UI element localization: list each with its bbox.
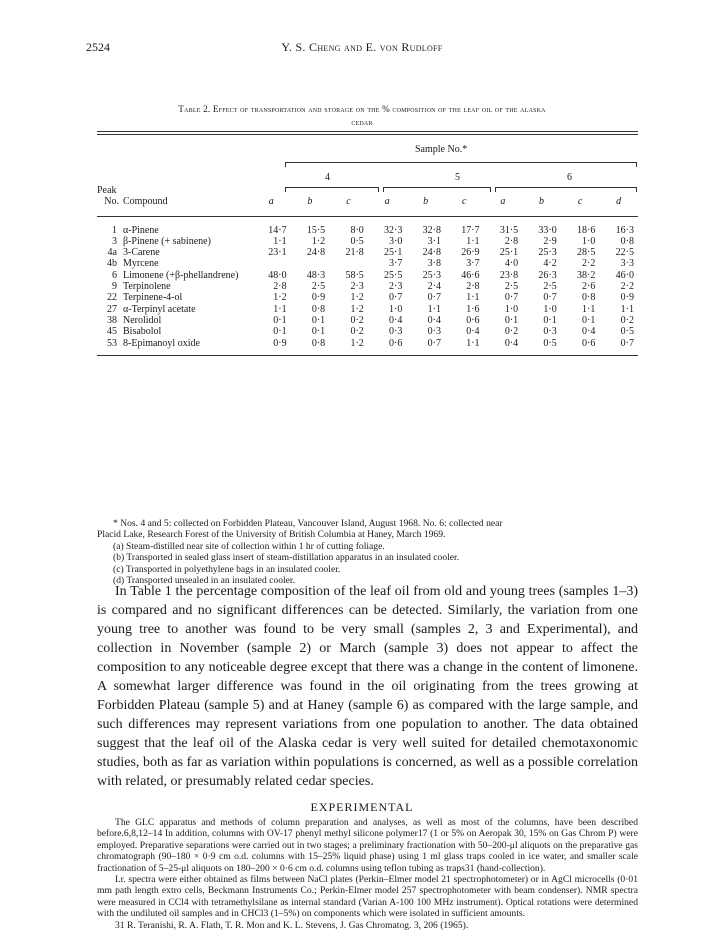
value-cell: 1·1 bbox=[620, 303, 634, 315]
value-cell: 0·2 bbox=[620, 314, 634, 326]
value-cell: 25·3 bbox=[422, 269, 441, 281]
table-footnotes bbox=[97, 518, 638, 586]
value-cell: 2·8 bbox=[273, 281, 287, 293]
value-cell: 0·8 bbox=[582, 292, 596, 304]
value-cell: 38·2 bbox=[577, 269, 596, 281]
table-row bbox=[97, 304, 638, 315]
compound-name: Nerolidol bbox=[123, 314, 162, 326]
value-cell: 0·1 bbox=[311, 314, 326, 326]
value-cell: 18·6 bbox=[577, 224, 596, 236]
col-header-compound: Compound bbox=[123, 196, 168, 208]
value-cell: 0·4 bbox=[389, 314, 403, 326]
col-header-sub: c bbox=[577, 196, 583, 208]
value-cell: 0·3 bbox=[427, 326, 441, 338]
value-cell: 3·0 bbox=[389, 235, 403, 247]
value-cell bbox=[291, 258, 330, 269]
value-cell: 0·6 bbox=[466, 314, 480, 326]
value-cell: 1·2 bbox=[311, 235, 326, 247]
value-cell: 2·5 bbox=[504, 281, 519, 293]
value-cell: 2·3 bbox=[350, 281, 364, 293]
value-cell: 0·7 bbox=[427, 337, 441, 349]
table-row bbox=[97, 326, 638, 337]
value-cell: 0·8 bbox=[311, 303, 326, 315]
value-cell bbox=[329, 258, 368, 269]
value-cell: 3·1 bbox=[427, 235, 441, 247]
value-cell: 46·0 bbox=[615, 269, 634, 281]
value-cell: 0·4 bbox=[504, 337, 519, 349]
value-cell: 0·5 bbox=[620, 326, 634, 338]
value-cell: 22·5 bbox=[615, 247, 634, 259]
value-cell: 0·8 bbox=[311, 337, 326, 349]
value-cell: 0·2 bbox=[350, 326, 364, 338]
value-cell: 14·7 bbox=[268, 224, 287, 236]
table-caption-line: cedar bbox=[351, 117, 373, 127]
experimental-section bbox=[97, 817, 638, 931]
sample-no-label: Sample No.* bbox=[415, 144, 468, 155]
value-cell: 0·1 bbox=[504, 314, 519, 326]
section-heading: EXPERIMENTAL bbox=[310, 800, 414, 814]
value-cell: 4·2 bbox=[543, 258, 557, 270]
value-cell: 1·1 bbox=[466, 235, 480, 247]
compound-name: 3-Carene bbox=[123, 247, 160, 259]
table-caption bbox=[86, 103, 638, 129]
value-cell bbox=[252, 258, 291, 269]
table-row bbox=[97, 236, 638, 247]
sample-number: 5 bbox=[455, 172, 460, 183]
running-header bbox=[86, 40, 638, 60]
value-cell: 0·6 bbox=[582, 337, 596, 349]
col-header-sub: c bbox=[462, 196, 467, 208]
col-header-sub: b bbox=[423, 196, 429, 208]
value-cell: 1·1 bbox=[582, 303, 596, 315]
value-cell: 0·4 bbox=[582, 326, 596, 338]
value-cell: 58·5 bbox=[345, 269, 364, 281]
value-cell: 2·5 bbox=[311, 281, 326, 293]
value-cell: 31·5 bbox=[499, 224, 519, 236]
table-row bbox=[97, 315, 638, 326]
table-row bbox=[97, 225, 638, 236]
value-cell: 25·1 bbox=[499, 247, 519, 259]
footnote-d: (d) Transported unsealed in an insulated cooler. bbox=[113, 575, 295, 587]
value-cell: 0·9 bbox=[273, 337, 287, 349]
sample-number: 6 bbox=[567, 172, 572, 183]
value-cell: 1·2 bbox=[350, 337, 364, 349]
value-cell: 0·2 bbox=[504, 326, 519, 338]
value-cell: 1·0 bbox=[389, 303, 403, 315]
value-cell: 26·3 bbox=[538, 269, 557, 281]
footnote-samples: * Nos. 4 and 5: collected on Forbidden Plateau, Vancouver Island, August 1968. No. 6: collected near bbox=[113, 518, 503, 529]
value-cell: 0·2 bbox=[350, 314, 364, 326]
value-cell: 33·0 bbox=[538, 224, 557, 236]
value-cell: 2·2 bbox=[582, 258, 596, 270]
table-body bbox=[97, 225, 638, 349]
footnote-a: (a) Steam-distilled near site of collection within 1 hr of cutting foliage. bbox=[113, 540, 385, 552]
peak-number: 9 bbox=[112, 281, 117, 293]
value-cell: 0·6 bbox=[389, 337, 403, 349]
composition-table bbox=[97, 137, 638, 356]
value-cell: 0·1 bbox=[273, 326, 287, 338]
value-cell: 2·8 bbox=[504, 235, 519, 247]
compound-name: Bisabolol bbox=[123, 326, 162, 338]
peak-number: 38 bbox=[107, 314, 117, 326]
value-cell: 3·7 bbox=[389, 258, 403, 270]
value-cell: 0·1 bbox=[543, 314, 557, 326]
value-cell: 0·1 bbox=[582, 314, 596, 326]
value-cell: 0·7 bbox=[543, 292, 557, 304]
peak-number: 3 bbox=[112, 235, 117, 247]
value-cell: 21·8 bbox=[345, 247, 364, 259]
col-header-peak: Peak bbox=[97, 185, 117, 196]
col-header-sub: b bbox=[307, 196, 313, 208]
value-cell: 2·5 bbox=[543, 281, 557, 293]
value-cell: 17·7 bbox=[461, 224, 480, 236]
sample-number: 4 bbox=[325, 172, 330, 183]
value-cell: 1·1 bbox=[427, 303, 441, 315]
value-cell: 16·3 bbox=[615, 224, 634, 236]
page-number: 2524 bbox=[86, 40, 110, 54]
value-cell: 32·8 bbox=[422, 224, 441, 236]
header-row-peak bbox=[97, 185, 638, 196]
value-cell: 1·1 bbox=[466, 292, 480, 304]
peak-number: 22 bbox=[107, 292, 117, 304]
table-top-rule bbox=[97, 131, 638, 132]
table-row bbox=[97, 270, 638, 281]
col-header-no: No. bbox=[104, 196, 119, 208]
compound-name: Terpinene-4-ol bbox=[123, 292, 183, 304]
value-cell: 1·2 bbox=[350, 292, 364, 304]
value-cell: 1·0 bbox=[543, 303, 557, 315]
value-cell: 0·4 bbox=[466, 326, 480, 338]
value-cell: 0·7 bbox=[427, 292, 441, 304]
compound-name: α-Terpinyl acetate bbox=[123, 303, 196, 315]
peak-number: 4b bbox=[107, 258, 117, 270]
value-cell: 1·1 bbox=[273, 235, 287, 247]
value-cell: 1·2 bbox=[350, 303, 364, 315]
footnote-c: (c) Transported in polyethylene bags in an insulated cooler. bbox=[113, 563, 341, 575]
value-cell: 26·9 bbox=[461, 247, 480, 259]
value-cell: 0·3 bbox=[389, 326, 403, 338]
value-cell: 3·8 bbox=[427, 258, 441, 270]
value-cell: 25·5 bbox=[384, 269, 403, 281]
table-row bbox=[97, 338, 638, 349]
value-cell: 0·9 bbox=[620, 292, 634, 304]
value-cell: 2·6 bbox=[582, 281, 596, 293]
table-caption-line: Table 2. Effect of transportation and storage on the % composition of the leaf oil of the alaska bbox=[178, 104, 546, 114]
value-cell: 24·8 bbox=[422, 247, 441, 259]
value-cell: 1·0 bbox=[582, 235, 596, 247]
value-cell: 0·9 bbox=[311, 292, 326, 304]
value-cell: 8·0 bbox=[350, 224, 364, 236]
body-paragraph: In Table 1 the percentage composition of the leaf oil from old and young trees (samples 1–3) is compared and no significant differences can be detected. Similarly, the variation from one young tree to another was found to be very small (samples 2, 3 and Experimental), and collection in November (sample 2) or March (sample 3) does not appear to affect the composition to any noticeable degree except that there was a change in the content of limonene. A somewhat larger difference was found in the oil originating from the trees growing at Forbidden Plateau (sample 5) and at Haney (sample 6) as compared with the large sample, and such differences may represent variations from one population to another. The data obtained suggest that the leaf oil of the Alaska cedar is very well suited for detailed chemotaxonomic studies, both as far as variation within populations is concerned, as well as a possible correlation with related, or presumably related cedar species. bbox=[97, 584, 638, 789]
value-cell: 1·2 bbox=[273, 292, 287, 304]
running-authors: Y. S. Cheng and E. von Rudloff bbox=[281, 40, 443, 54]
value-cell: 0·3 bbox=[543, 326, 557, 338]
col-header-sub: d bbox=[616, 196, 622, 208]
value-cell: 23·1 bbox=[268, 247, 287, 259]
value-cell: 0·5 bbox=[543, 337, 557, 349]
table-row bbox=[97, 258, 638, 269]
value-cell: 23·8 bbox=[499, 269, 519, 281]
value-cell: 0·1 bbox=[311, 326, 326, 338]
footnote-samples-cont: Placid Lake, Research Forest of the University of British Columbia at Haney, March 1969. bbox=[97, 529, 446, 541]
value-cell: 25·3 bbox=[538, 247, 557, 259]
value-cell: 0·7 bbox=[389, 292, 403, 304]
compound-name: Terpinolene bbox=[123, 281, 171, 293]
value-cell: 24·8 bbox=[306, 247, 326, 259]
value-cell: 1·0 bbox=[504, 303, 519, 315]
value-cell: 1·1 bbox=[466, 337, 480, 349]
peak-number: 53 bbox=[107, 337, 117, 349]
compound-name: β-Pinene (+ sabinene) bbox=[123, 235, 211, 247]
value-cell: 2·3 bbox=[389, 281, 403, 293]
value-cell: 0·1 bbox=[273, 314, 287, 326]
value-cell: 2·4 bbox=[427, 281, 441, 293]
value-cell: 0·8 bbox=[620, 235, 634, 247]
footnote-b: (b) Transported in sealed glass insert of steam-distillation apparatus in an insulated cooler. bbox=[113, 552, 460, 564]
peak-number: 45 bbox=[107, 326, 117, 338]
table-row bbox=[97, 247, 638, 258]
col-header-sub: a bbox=[268, 196, 274, 208]
compound-name: α-Pinene bbox=[123, 224, 159, 236]
value-cell: 2·8 bbox=[466, 281, 480, 293]
value-cell: 1·1 bbox=[273, 303, 287, 315]
col-header-sub: a bbox=[384, 196, 390, 208]
value-cell: 2·9 bbox=[543, 235, 557, 247]
peak-number: 6 bbox=[112, 269, 117, 281]
peak-number: 4a bbox=[107, 247, 117, 259]
value-cell: 28·5 bbox=[577, 247, 596, 259]
value-cell: 0·7 bbox=[620, 337, 634, 349]
peak-number: 27 bbox=[107, 303, 117, 315]
experimental-paragraph: The GLC apparatus and methods of column preparation and analyses, as well as most of the columns, have been described before.6,8,12–14 In addition, columns with OV-17 phenyl methyl silicone polymer17 (1 or 5% on Aeropak 30, 15% on Gas Chrom P) were employed. Preparative separations were carried out in two stages; a preliminary fractionation with 50–200-μl aliquots on the preparative gas chromatograph (90–180 × 0·9 cm o.d. columns with 15–25% liquid phase) using 1 ml glass traps cooled in ice water, and smaller scale fractionation of 5–25-μl aliquots on 180–200 × 0·6 cm o.d. columns using teflon tubing as traps31 (hand-collection). bbox=[97, 817, 638, 874]
reference-footnote: 31 R. Teranishi, R. A. Flath, T. R. Mon and K. L. Stevens, J. Gas Chromatog. 3, 206 (1965). bbox=[115, 919, 469, 931]
header-row-columns bbox=[97, 196, 638, 207]
col-header-sub: b bbox=[538, 196, 544, 208]
value-cell: 25·1 bbox=[384, 247, 403, 259]
value-cell: 48·3 bbox=[306, 269, 326, 281]
value-cell: 48·0 bbox=[268, 269, 287, 281]
value-cell: 46·6 bbox=[461, 269, 480, 281]
compound-name: Myrcene bbox=[123, 258, 159, 270]
table-top-rule-2 bbox=[97, 134, 638, 135]
value-cell: 2·2 bbox=[620, 281, 634, 293]
value-cell: 15·5 bbox=[306, 224, 326, 236]
table-row bbox=[97, 292, 638, 303]
experimental-paragraph: I.r. spectra were either obtained as films between NaCl plates (Perkin–Elmer model 21 spectrophotometer) or in AgCl microcells (0·01 mm path length extro cells, Beckmann Instruments Co.; Perkin-Elmer model 257 spectrophotometer with beam condenser). NMR spectra were measured in CCl4 with tetramethylsilane as internal standard (Varian A-100 100 MHz instrument). Optical rotations were determined with the undiluted oil samples and in CHCl3 (1–5%) on components which were isolated in sufficient amounts. bbox=[97, 874, 638, 920]
table-row bbox=[97, 281, 638, 292]
peak-number: 1 bbox=[112, 224, 117, 236]
value-cell: 1·6 bbox=[466, 303, 480, 315]
compound-name: Limonene (+β-phellandrene) bbox=[123, 269, 239, 281]
col-header-sub: a bbox=[500, 196, 506, 208]
value-cell: 3·7 bbox=[466, 258, 480, 270]
value-cell: 4·0 bbox=[504, 258, 519, 270]
value-cell: 3·3 bbox=[620, 258, 634, 270]
value-cell: 32·3 bbox=[384, 224, 403, 236]
value-cell: 0·4 bbox=[427, 314, 441, 326]
value-cell: 0·7 bbox=[504, 292, 519, 304]
value-cell: 0·5 bbox=[350, 235, 364, 247]
col-header-sub: c bbox=[346, 196, 351, 208]
compound-name: 8-Epimanoyl oxide bbox=[123, 337, 200, 349]
